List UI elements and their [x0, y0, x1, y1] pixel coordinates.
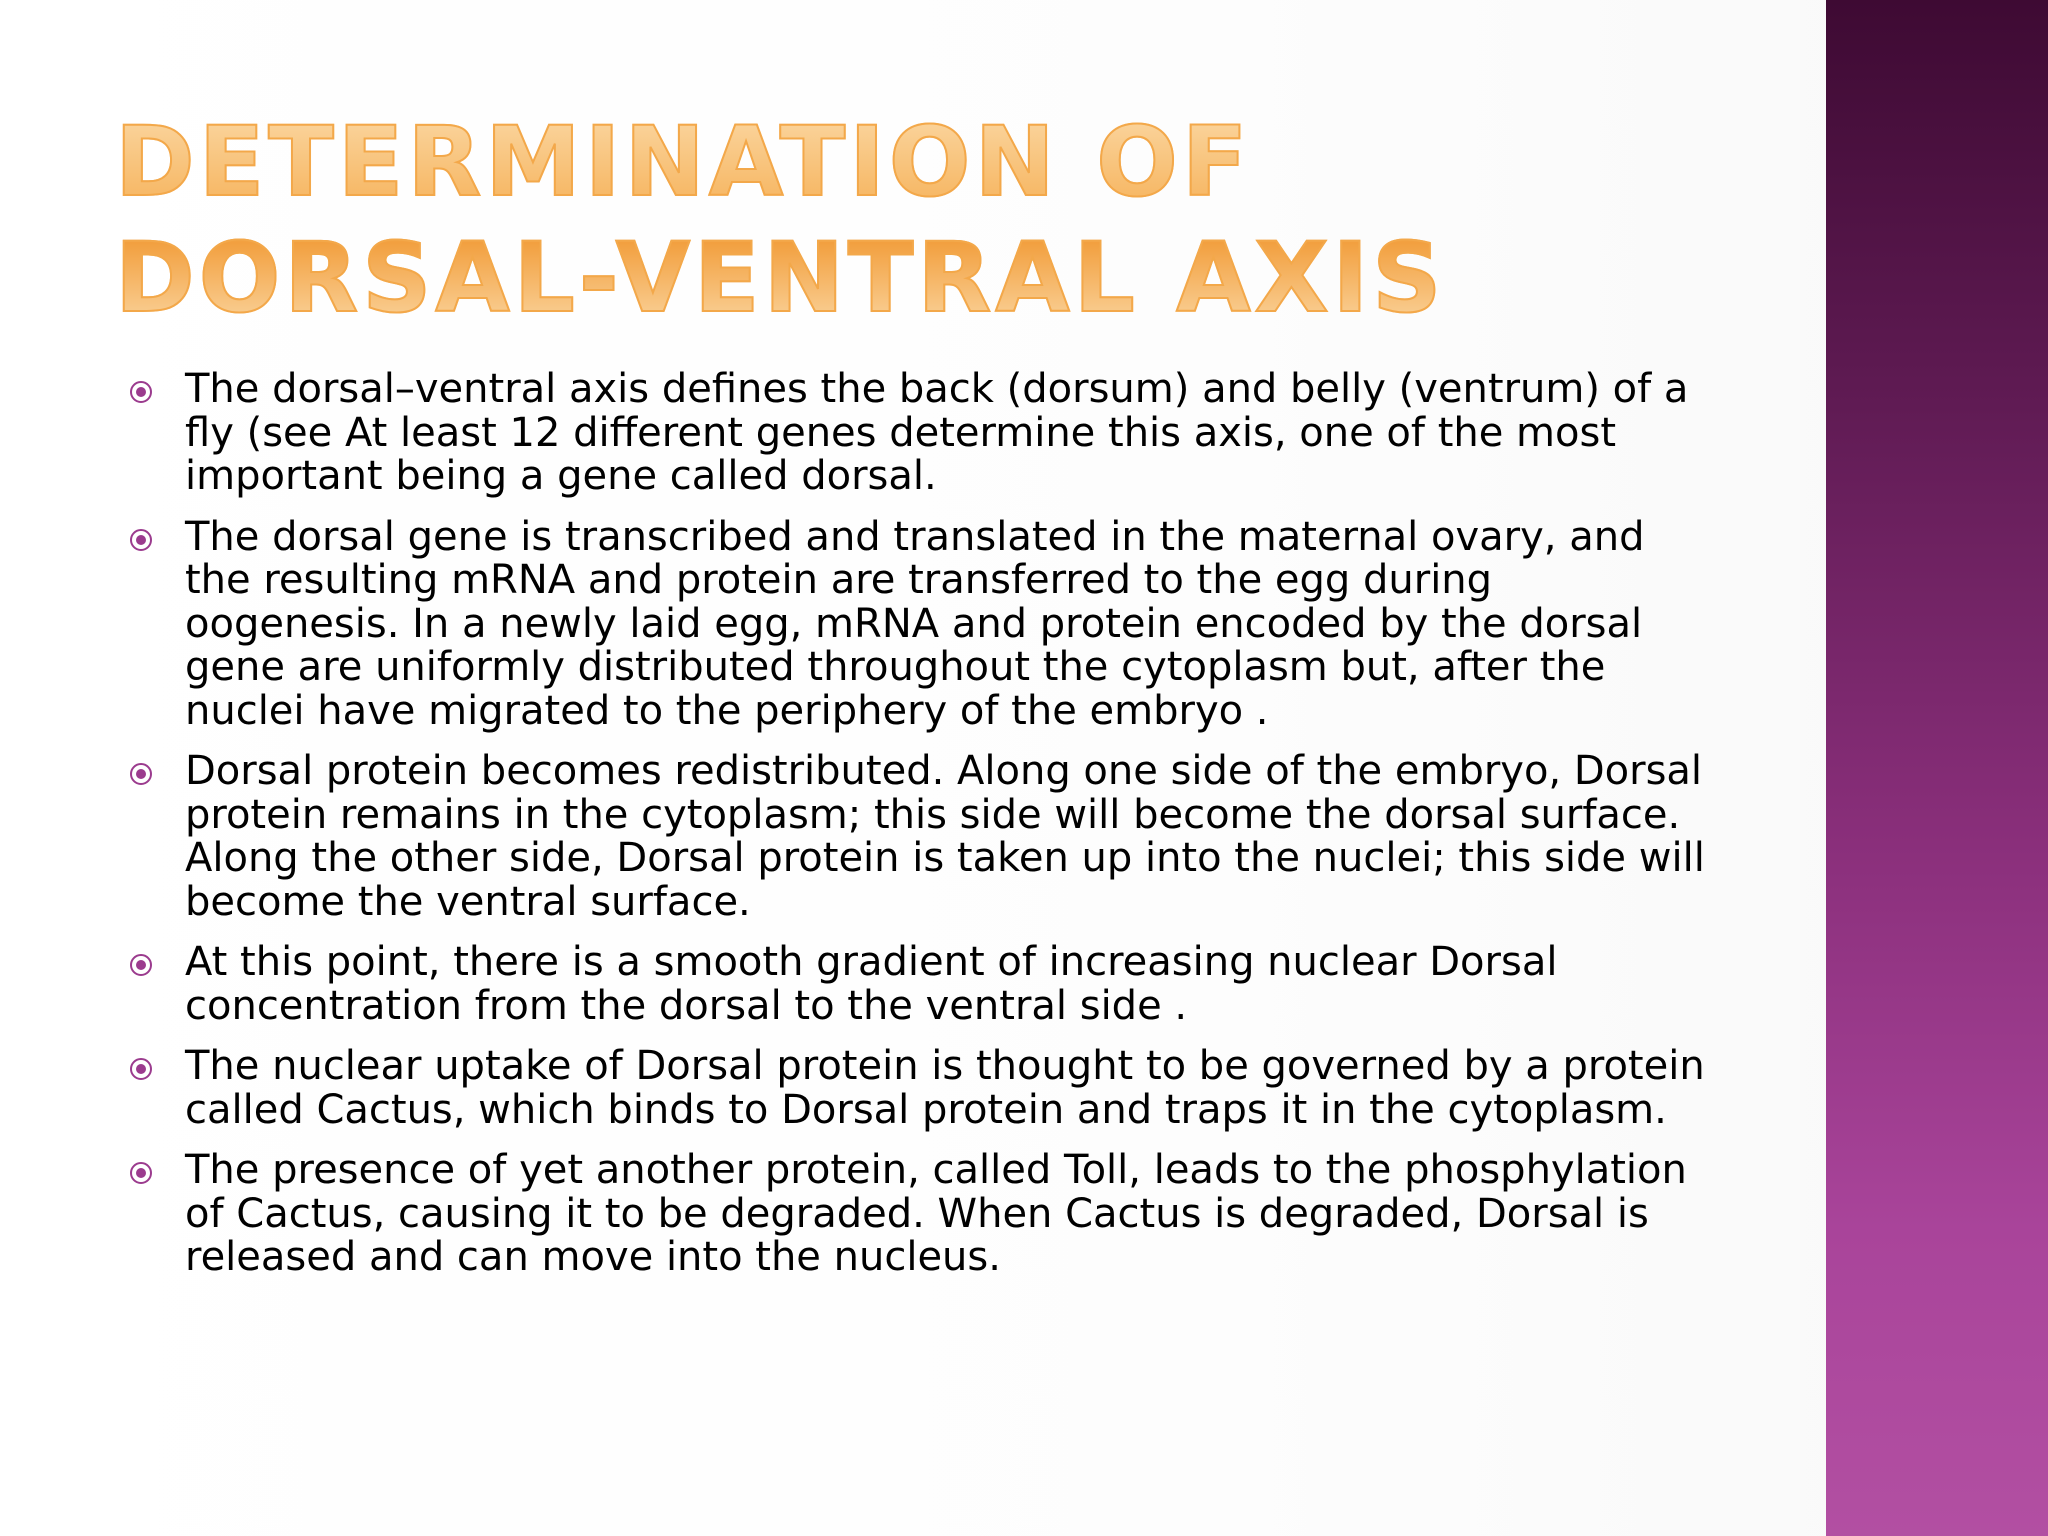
bullet-item	[130, 941, 1710, 1028]
circled-dot-bullet-icon	[130, 381, 152, 403]
circled-dot-bullet-icon	[130, 763, 152, 785]
decorative-side-bar	[1826, 0, 2048, 1536]
bullet-text: At this point, there is a smooth gradient of increasing nuclear Dorsal concentration from the dorsal to the ventral side .	[185, 939, 1558, 1029]
bullet-text: The nuclear uptake of Dorsal protein is thought to be governed by a protein called Cactus, which binds to Dorsal protein and traps it in the cytoplasm.	[185, 1043, 1705, 1133]
circled-dot-bullet-icon	[130, 529, 152, 551]
bullet-item	[130, 513, 1710, 734]
bullet-text: The dorsal gene is transcribed and translated in the maternal ovary, and the resulting mRNA and protein are transferred to the egg during oogenesis. In a newly laid egg, mRNA and protein encoded by the dorsal gene are uniformly distributed throughout the cytoplasm but, after the nuclei have migrated to the periphery of the embryo .	[185, 513, 1645, 734]
bullet-text: Dorsal protein becomes redistributed. Along one side of the embryo, Dorsal protein remains in the cytoplasm; this side will become the dorsal surface. Along the other side, Dorsal protein is taken up into the nuclei; this side will become the ventral surface.	[185, 748, 1705, 925]
circled-dot-bullet-icon	[130, 1058, 152, 1080]
bullet-text: The dorsal–ventral axis defines the back (dorsum) and belly (ventrum) of a fly (see At least 12 different genes determine this axis, one of the most important being a gene called dorsal.	[185, 366, 1689, 499]
bullet-list	[130, 368, 1710, 1297]
bullet-text: The presence of yet another protein, called Toll, leads to the phosphylation of Cactus, causing it to be degraded. When Cactus is degraded, Dorsal is released and can move into the nucleus.	[185, 1147, 1687, 1280]
bullet-item	[130, 750, 1710, 924]
circled-dot-bullet-icon	[130, 954, 152, 976]
slide-title: DETERMINATION OF DORSAL-VENTRAL AXIS	[115, 104, 1495, 336]
bullet-item	[130, 368, 1710, 499]
circled-dot-bullet-icon	[130, 1162, 152, 1184]
bullet-item	[130, 1149, 1710, 1280]
bullet-item	[130, 1045, 1710, 1132]
